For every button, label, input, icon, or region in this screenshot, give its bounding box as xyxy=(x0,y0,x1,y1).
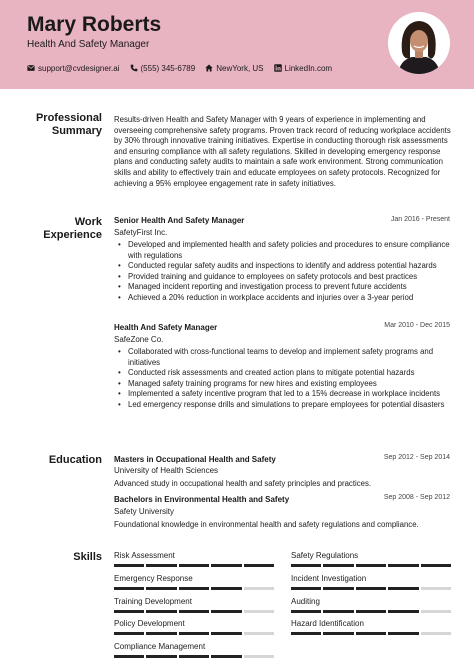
skill-level-bar xyxy=(291,564,451,567)
list-item: • Developed and implemented health and safety policies and procedures to ensure compliance with regulations xyxy=(114,240,454,261)
edu-1-dates: Sep 2012 - Sep 2014 xyxy=(383,454,450,461)
skill-segment-filled xyxy=(146,564,176,567)
skill-segment-empty xyxy=(421,632,451,635)
skill-label: Policy Development xyxy=(114,619,185,628)
skill-segment-filled xyxy=(244,564,274,567)
phone-icon xyxy=(130,64,138,72)
job-1-bullets xyxy=(114,240,454,304)
skill-segment-empty xyxy=(244,655,274,658)
skill-segment-filled xyxy=(291,564,321,567)
skill-segment-filled xyxy=(323,587,353,590)
skill-segment-filled xyxy=(211,564,241,567)
skill-label: Safety Regulations xyxy=(291,551,359,560)
skill-level-bar xyxy=(291,610,451,613)
skill-level-bar xyxy=(114,610,274,613)
skill-segment-filled xyxy=(388,564,418,567)
skill-label: Incident Investigation xyxy=(291,574,367,583)
skill-label: Training Development xyxy=(114,597,192,606)
edu-2-school: Safety University xyxy=(114,507,175,516)
skill-segment-filled xyxy=(146,655,176,658)
list-item: • Collaborated with cross-functional teams to develop and implement safety programs and initiatives xyxy=(114,347,454,368)
skill-segment-empty xyxy=(244,610,274,613)
job-2-dates: Mar 2010 - Dec 2015 xyxy=(384,322,450,329)
skill-segment-filled xyxy=(114,587,144,590)
education-heading: Education xyxy=(48,454,102,466)
skill-segment-filled xyxy=(114,655,144,658)
skill-segment-filled xyxy=(211,587,241,590)
skill-segment-filled xyxy=(291,632,321,635)
job-1-dates: Jan 2016 - Present xyxy=(390,216,450,223)
experience-heading: Work Experience xyxy=(43,216,102,241)
edu-2-description: Foundational knowledge in environmental health and safety regulations and compliance. xyxy=(114,520,419,529)
skill-level-bar xyxy=(114,655,274,658)
skill-segment-filled xyxy=(179,655,209,658)
job-2-title: Health And Safety Manager xyxy=(114,323,218,332)
job-1-title: Senior Health And Safety Manager xyxy=(114,216,245,225)
skill-label: Auditing xyxy=(291,597,320,606)
skill-segment-empty xyxy=(244,632,274,635)
skill-segment-filled xyxy=(211,632,241,635)
skill-segment-filled xyxy=(179,610,209,613)
contact-location xyxy=(205,64,263,73)
edu-2-dates: Sep 2008 - Sep 2012 xyxy=(383,494,450,501)
skill-segment-filled xyxy=(114,610,144,613)
contact-email[interactable] xyxy=(27,64,120,73)
skill-hazard-identification xyxy=(291,619,451,635)
edu-1-school: University of Health Sciences xyxy=(114,466,219,475)
envelope-icon xyxy=(27,64,35,72)
list-item: • Managed incident reporting and investigation process to prevent future accidents xyxy=(114,282,454,293)
skill-segment-empty xyxy=(421,610,451,613)
skill-segment-filled xyxy=(388,587,418,590)
skill-segment-filled xyxy=(421,564,451,567)
skill-compliance-management xyxy=(114,642,274,658)
contact-phone[interactable] xyxy=(130,64,196,73)
skill-segment-filled xyxy=(146,632,176,635)
skill-level-bar xyxy=(291,632,451,635)
list-item: • Conducted risk assessments and created action plans to mitigate potential hazards xyxy=(114,368,454,379)
summary-text: Results-driven Health and Safety Manager with 9 years of experience in implementing and overseeing comprehensive safety programs. Proven track record of reducing workplace accidents by 30% through innovative training initiatives. Expertise in conducting thorough risk assessments and ensuring compliance with all safety regulations. Skilled in developing emergency response plans and conducting safety audits to maintain a safe work environment. Strong communication skills and ability to effectively train and educate employees on safety protocols. Recognized for achieving a 95% employee engagement rate in safety initiatives. xyxy=(114,115,451,188)
skill-segment-filled xyxy=(356,632,386,635)
skill-level-bar xyxy=(114,632,274,635)
skill-segment-filled xyxy=(356,610,386,613)
contact-row xyxy=(27,62,342,74)
skill-segment-filled xyxy=(146,587,176,590)
profile-photo xyxy=(388,12,450,74)
skills-heading: Skills xyxy=(73,551,102,563)
linkedin-text: LinkedIn.com xyxy=(284,63,333,73)
skill-label: Hazard Identification xyxy=(291,619,364,628)
candidate-title: Health And Safety Manager xyxy=(27,39,150,50)
edu-2-degree: Bachelors in Environmental Health and Safety xyxy=(114,495,290,504)
skill-segment-filled xyxy=(291,587,321,590)
skill-label: Risk Assessment xyxy=(114,551,175,560)
skill-segment-filled xyxy=(114,564,144,567)
skill-segment-filled xyxy=(179,632,209,635)
skill-segment-filled xyxy=(179,587,209,590)
location-text: NewYork, US xyxy=(216,63,264,73)
skill-segment-filled xyxy=(146,610,176,613)
summary-heading: Professional Summary xyxy=(35,112,102,137)
skill-segment-filled xyxy=(179,564,209,567)
job-1-company: SafetyFirst Inc. xyxy=(114,228,168,237)
phone-text: (555) 345-6789 xyxy=(140,63,196,73)
skill-segment-filled xyxy=(388,632,418,635)
skill-label: Emergency Response xyxy=(114,574,193,583)
list-item: • Led emergency response drills and simulations to prepare employees for potential disasters xyxy=(114,400,454,411)
skill-level-bar xyxy=(114,564,274,567)
skill-segment-filled xyxy=(291,610,321,613)
email-text: support@cvdesigner.ai xyxy=(38,63,120,73)
list-item: • Conducted regular safety audits and inspections to identify and address potential hazards xyxy=(114,261,454,272)
edu-1-description: Advanced study in occupational health and safety principles and practices. xyxy=(114,479,372,488)
skill-segment-filled xyxy=(211,610,241,613)
skill-segment-filled xyxy=(356,587,386,590)
skill-policy-development xyxy=(114,619,274,635)
profile-photo-avatar xyxy=(388,12,450,74)
job-2-company: SafeZone Co. xyxy=(114,335,164,344)
skill-segment-empty xyxy=(244,587,274,590)
skill-auditing xyxy=(291,597,451,613)
skill-segment-filled xyxy=(388,610,418,613)
skill-segment-filled xyxy=(211,655,241,658)
skill-risk-assessment xyxy=(114,551,274,567)
resume-header xyxy=(0,0,474,89)
skill-level-bar xyxy=(291,587,451,590)
skill-safety-regulations xyxy=(291,551,451,567)
skill-segment-filled xyxy=(356,564,386,567)
skill-emergency-response xyxy=(114,574,274,590)
skill-segment-filled xyxy=(323,610,353,613)
skill-training-development xyxy=(114,597,274,613)
job-2-bullets xyxy=(114,347,454,411)
list-item: • Achieved a 20% reduction in workplace accidents and injuries over a 3-year period xyxy=(114,293,454,304)
skill-segment-filled xyxy=(323,564,353,567)
skill-segment-empty xyxy=(421,587,451,590)
skill-label: Compliance Management xyxy=(114,642,206,651)
skill-incident-investigation xyxy=(291,574,451,590)
list-item: • Provided training and guidance to employees on safety protocols and best practices xyxy=(114,272,454,283)
skill-segment-filled xyxy=(323,632,353,635)
skill-level-bar xyxy=(114,587,274,590)
linkedin-icon xyxy=(274,64,282,72)
home-icon xyxy=(205,64,213,72)
skill-segment-filled xyxy=(114,632,144,635)
contact-linkedin[interactable] xyxy=(274,64,333,73)
list-item: • Managed safety training programs for new hires and existing employees xyxy=(114,379,454,390)
edu-1-degree: Masters in Occupational Health and Safety xyxy=(114,455,276,464)
list-item: • Implemented a safety incentive program that led to a 15% decrease in workplace incidents xyxy=(114,389,454,400)
candidate-name: Mary Roberts xyxy=(27,13,162,36)
